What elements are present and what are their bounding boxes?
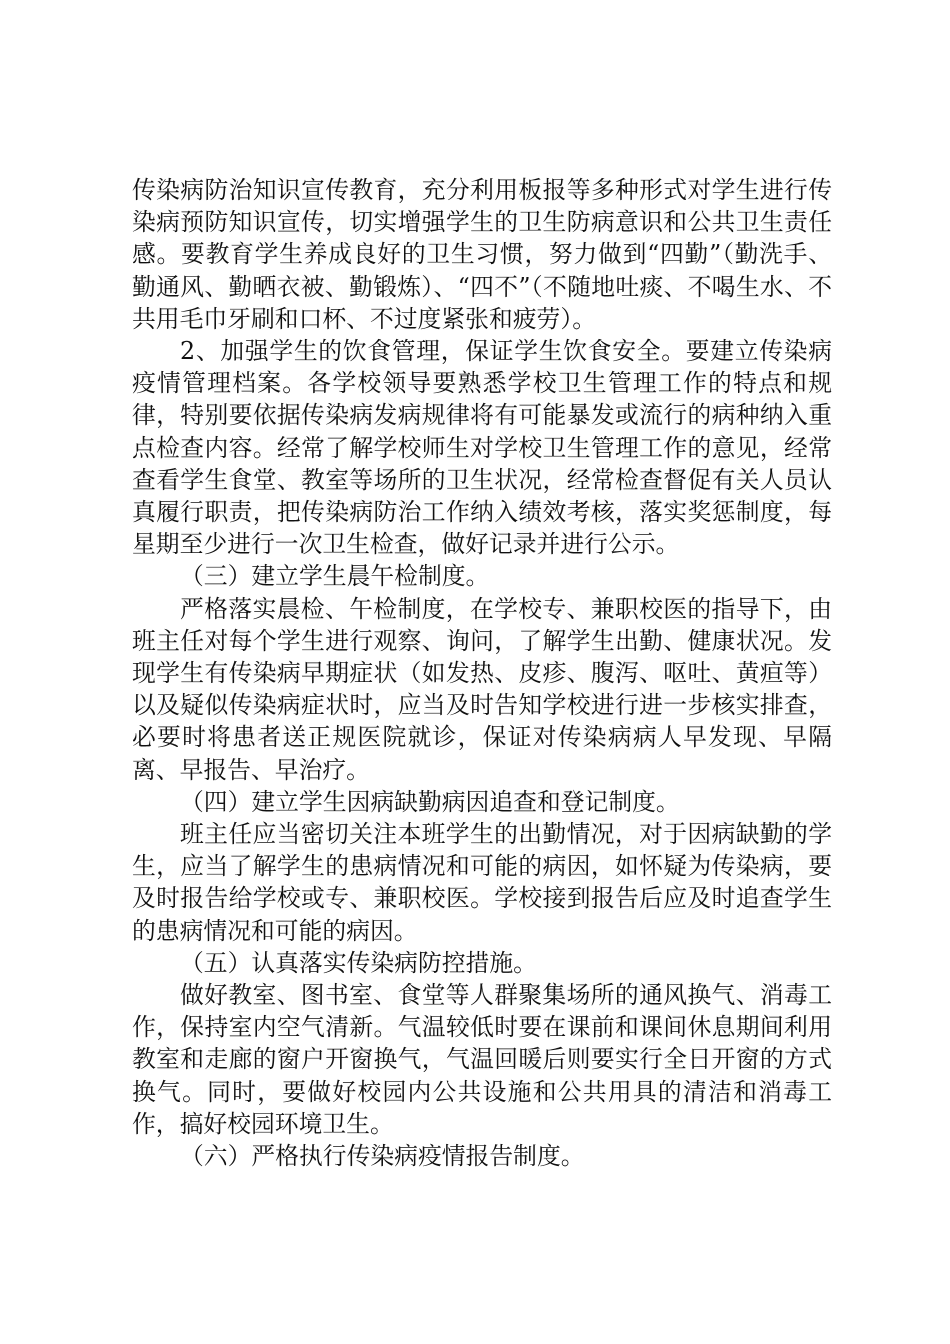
paragraph-morning-check: 严格落实晨检、午检制度，在学校专、兼职校医的指导下，由班主任对每个学生进行观察、询问，了解学生出勤、健康状况。发现学生有传染病早期症状（如发热、皮疹、腹泻、呕吐、黄疸等）以及疑似传染病症状时，应当及时告知学校进行进一步核实排查，必要时将患者送正规医院就诊，保证对传染病病人早发现、早隔离、早报告、早治疗。: [132, 594, 832, 784]
section-heading-4: （四）建立学生因病缺勤病因追查和登记制度。: [180, 787, 680, 816]
paragraph-diet-management: 2、加强学生的饮食管理，保证学生饮食安全。要建立传染病疫情管理档案。各学校领导要熟悉学校卫生管理工作的特点和规律，特别要依据传染病发病规律将有可能暴发或流行的病种纳入重点检查内容。经常了解学校师生对学校卫生管理工作的意见，经常查看学生食堂、教室等场所的卫生状况，经常检查督促有关人员认真履行职责，把传染病防治工作纳入绩效考核，落实奖惩制度，每星期至少进行一次卫生检查，做好记录并进行公示。: [132, 337, 832, 559]
paragraph-absence-tracking: 班主任应当密切关注本班学生的出勤情况，对于因病缺勤的学生，应当了解学生的患病情况和可能的病因，如怀疑为传染病，要及时报告给学校或专、兼职校医。学校接到报告后应及时追查学生的患病情况和可能的病因。: [132, 820, 832, 945]
paragraph-education-continuation: 传染病防治知识宣传教育，充分利用板报等多种形式对学生进行传染病预防知识宣传，切实增强学生的卫生防病意识和公共卫生责任感。要教育学生养成良好的卫生习惯，努力做到“四勤”（勤洗手、勤通风、勤晒衣被、勤锻炼）、“四不”（不随地吐痰、不喝生水、不共用毛巾牙刷和口杯、不过度紧张和疲劳）。: [132, 176, 832, 333]
document-body: [132, 174, 832, 1172]
section-heading-3: （三）建立学生晨午检制度。: [180, 562, 490, 591]
section-heading-5: （五）认真落实传染病防控措施。: [180, 948, 537, 977]
section-heading-6: （六）严格执行传染病疫情报告制度。: [180, 1142, 585, 1171]
paragraph-prevention-measures: 做好教室、图书室、食堂等人群聚集场所的通风换气、消毒工作，保持室内空气清新。气温较低时要在课前和课间休息期间利用教室和走廊的窗户开窗换气，气温回暖后则要实行全日开窗的方式换气。同时，要做好校园内公共设施和公共用具的清洁和消毒工作，搞好校园环境卫生。: [132, 981, 832, 1138]
